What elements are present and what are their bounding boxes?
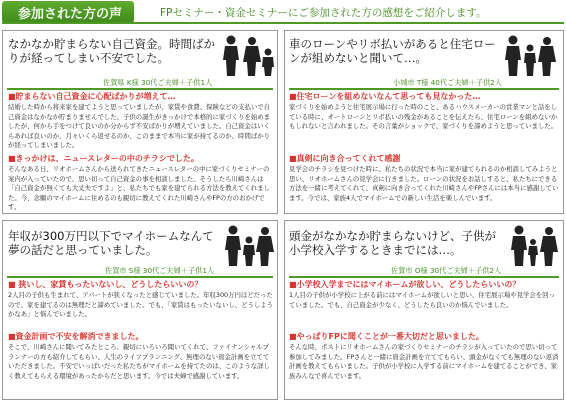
family-silhouette-icon <box>219 34 277 78</box>
page-title: 参加された方の声 <box>18 7 123 22</box>
section-heading: ■小学校入学までにはマイホームが欲しい、どうしたらいいの？ <box>289 280 521 289</box>
card-title: 年収が300万円以下でマイホームなんて夢の話だと思っていました。 <box>8 229 214 257</box>
section-body: そんな時、ポストにリオホームさんの家づくりセミナーのチラシが入っていたので思い切って参加してみました。FPさんと一緒に資金計画を立ててもらい、頭金がなくても無理のない返済計画を教えてもらいました。子供が小学校に入学する前にマイホームを建てることができ、家族みんなで喜んでいます。 <box>289 343 559 380</box>
section-heading: ■ 狭いし、家賃もったいないし、どうしたらいいの？ <box>8 280 203 289</box>
family-silhouette-icon <box>503 34 561 78</box>
card-byline: 佐賀市 O様 30代ご夫婦＋子供2人 <box>391 266 502 275</box>
family-silhouette-icon <box>221 224 277 268</box>
byline-divider <box>7 276 273 278</box>
section-heading: ■きっかけは、ニュースレターの中のチラシでした。 <box>8 154 199 163</box>
section-heading: ■資金計画で不安を解消できました。 <box>8 332 144 341</box>
section-body: 結婚した時から将来家を建てようと思っていましたが、家賃や食費、保険などの支払いで自己資金はなかなか貯まりませんでした。子供の誕生がきっかけで本格的に家づくりを始めましたが、何から手をつけて良いのか分からず不安ばかりが増えていました。自己資金はいくらあれば良いのか、月々いくら返せるのか、このままで本当に家が持てるのか、時間ばかりが経ってしまいました。 <box>8 103 271 150</box>
page-header <box>2 1 564 25</box>
section-heading: ■貯まらない自己資金に心配ばかりが増えて… <box>8 92 176 101</box>
section-body: 2人目の子供も生まれて、アパートが狭くなったと感じていました。年収300万円ほどだったので、家を建てるのは無理だと諦めていました。でも、「家賃はもったいないし、どうしようかなあ」と悩んでいました。 <box>8 291 274 319</box>
section-body: そこで、川崎さんに聞いてみたところ、親切にいろいろ聞いてくれて、ファイナンシャルプランナーの方も紹介してもらい、人生のライフプランニング、無理のない資金計画を立てていただきました。不安でいっぱいだった私たちがマイホームを持てたのは、このような詳しく教えてもらえる環境があったからだと思います。今では夫婦で感謝しています。 <box>8 343 270 380</box>
testimonial-card-1 <box>2 30 278 214</box>
byline-divider <box>289 88 559 90</box>
card-byline: 小城市 T様 40代ご夫婦＋子供2人 <box>393 78 502 87</box>
card-byline: 佐賀県 K様 30代ご夫婦＋子供1人 <box>103 78 213 87</box>
testimonial-card-2 <box>284 30 564 214</box>
section-body: 1人目の子供が小学校に上がる前にはマイホームが欲しいと思い、住宅展示場や見学会を回っていました。でも、自己資金が少なく、どうしたら良いのか悩んでいました。 <box>289 291 555 309</box>
header-title-bar <box>2 1 134 23</box>
section-body: 見学会のチラシを見つけた時に、私たちの状況で本当に家が建てられるのか相談してみようと思い、リオホームさんの見学会に行きました。ローンの状況をお話しすると、私たちにできる方法を一緒に考えてくれて、真剣に向き合ってくれた川崎さんやFPさんには本当に感謝しています。今では、家族4人でマイホームでの新しい生活を楽しんでいます。 <box>289 165 559 202</box>
section-heading: ■やっぱりFPに聞くことが一番大切だと思いました。 <box>289 332 484 341</box>
card-title: なかなか貯まらない自己資金。時間ばかりが経ってしまい不安でした。 <box>8 37 215 65</box>
page-subtitle: FPセミナー・資金セミナーにご参加された方の感想をご紹介します。 <box>160 7 487 19</box>
card-title: 車のローンやリボ払いがあると住宅ローンが組めないと聞いて…。 <box>289 37 496 65</box>
byline-divider <box>7 88 273 90</box>
card-title: 頭金がなかなか貯まらないけど、子供が小学校入学するときまでには…。 <box>289 229 496 257</box>
testimonial-card-3 <box>2 220 278 400</box>
section-heading: ■真剣に向き合ってくれて感謝 <box>289 154 401 163</box>
section-body: 家づくりを始めようと住宅展示場に行った時のこと、あるハウスメーカーの営業マンと話をしている時に、オートローンとリボ払いの残金があることを伝えたら、住宅ローンを組めないかもしれないと言われました。その言葉がショックで、家づくりを諦めようと思っていました。 <box>289 103 558 131</box>
family-silhouette-icon <box>507 224 561 268</box>
byline-divider <box>289 276 559 278</box>
section-body: そんなある日、リオホームさんから送られてきたニュースレターの中に家づくりセミナーの案内が入っていたので、思い切って自己資金の事を相談しました。そうしたら川崎さんは「自己資金が無くても大丈夫ですよ」と、私たちでも家を建てられる方法を教えてくれました。今、念願のマイホームに住めるのも親切に教えてくれた川崎さんやFPの方のおかげです。 <box>8 165 270 212</box>
testimonial-card-4 <box>284 220 564 400</box>
header-divider <box>2 22 564 24</box>
section-heading: ■住宅ローンを組めないなんて思っても見なかった… <box>289 92 481 101</box>
card-byline: 佐賀市 S様 30代ご夫婦＋子供1人 <box>105 266 215 275</box>
